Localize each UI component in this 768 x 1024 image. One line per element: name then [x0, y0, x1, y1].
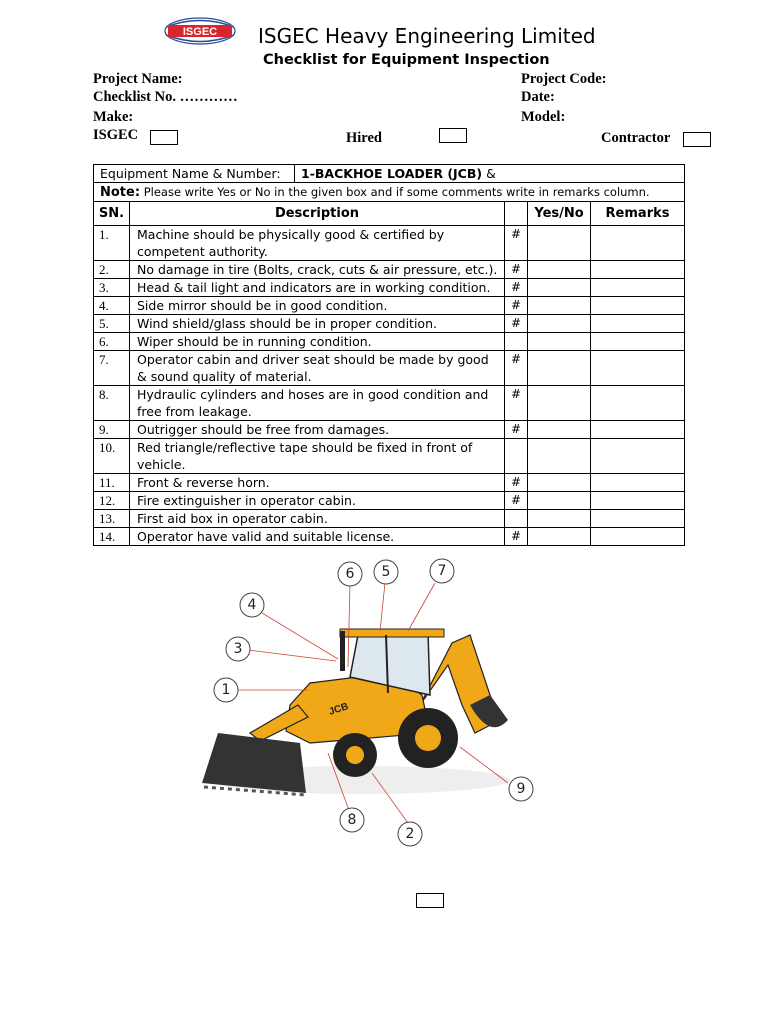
note-cell — [94, 183, 685, 202]
callout-4 — [240, 593, 264, 617]
row-remarks-input[interactable] — [591, 297, 685, 315]
svg-text:9: 9 — [516, 781, 526, 797]
row-mark: # — [505, 261, 528, 279]
header-description: Description — [130, 202, 505, 226]
row-description: First aid box in operator cabin. — [130, 510, 505, 528]
row-yes-no-input[interactable] — [528, 226, 591, 261]
contractor-checkbox[interactable] — [683, 132, 711, 147]
checklist-row — [94, 510, 685, 528]
model-label: Model: — [521, 109, 566, 125]
row-mark: # — [505, 492, 528, 510]
row-remarks-input[interactable] — [591, 492, 685, 510]
checklist-row — [94, 351, 685, 386]
row-yes-no-input[interactable] — [528, 333, 591, 351]
checklist-row — [94, 386, 685, 421]
checklist-no-label: Checklist No. ………… — [93, 89, 238, 105]
checklist-table — [93, 164, 685, 546]
vehicle-badge: JCB — [327, 701, 350, 718]
row-yes-no-input[interactable] — [528, 315, 591, 333]
row-mark: # — [505, 226, 528, 261]
note-label: Note: — [100, 185, 141, 200]
exhaust-pipe — [340, 631, 345, 671]
svg-text:2: 2 — [405, 826, 415, 842]
hired-label: Hired — [346, 130, 382, 146]
backhoe-loader-illustration — [190, 555, 550, 855]
row-description: Red triangle/reflective tape should be fixed in front of vehicle. — [130, 439, 505, 474]
checklist-row — [94, 279, 685, 297]
row-sn: 11. — [94, 474, 130, 492]
row-mark: # — [505, 315, 528, 333]
loader-bucket — [202, 733, 306, 793]
row-sn: 1. — [94, 226, 130, 261]
row-mark: # — [505, 421, 528, 439]
svg-text:4: 4 — [247, 597, 257, 613]
row-sn: 2. — [94, 261, 130, 279]
row-remarks-input[interactable] — [591, 261, 685, 279]
row-description: Operator have valid and suitable license. — [130, 528, 505, 546]
date-label: Date: — [521, 89, 555, 105]
checklist-row — [94, 333, 685, 351]
row-mark — [505, 510, 528, 528]
row-remarks-input[interactable] — [591, 351, 685, 386]
row-mark: # — [505, 351, 528, 386]
document-title: Checklist for Equipment Inspection — [263, 52, 550, 68]
checklist-row — [94, 421, 685, 439]
equipment-label: Equipment Name & Number: — [94, 165, 295, 183]
row-yes-no-input[interactable] — [528, 297, 591, 315]
callout-5 — [374, 560, 398, 584]
row-sn: 14. — [94, 528, 130, 546]
row-sn: 10. — [94, 439, 130, 474]
callout-2 — [398, 822, 422, 846]
callout-8 — [340, 808, 364, 832]
row-mark: # — [505, 297, 528, 315]
row-remarks-input[interactable] — [591, 528, 685, 546]
checklist-row — [94, 315, 685, 333]
callout-1 — [214, 678, 238, 702]
isgec-logo — [164, 16, 236, 46]
company-name: ISGEC Heavy Engineering Limited — [258, 24, 596, 48]
svg-text:6: 6 — [345, 566, 355, 582]
row-remarks-input[interactable] — [591, 421, 685, 439]
row-sn: 4. — [94, 297, 130, 315]
checklist-row — [94, 474, 685, 492]
svg-text:5: 5 — [381, 564, 391, 580]
cabin-roof — [340, 629, 444, 637]
row-remarks-input[interactable] — [591, 510, 685, 528]
callout-7 — [430, 559, 454, 583]
row-mark — [505, 439, 528, 474]
row-description: Front & reverse horn. — [130, 474, 505, 492]
header-remarks: Remarks — [591, 202, 685, 226]
row-remarks-input[interactable] — [591, 226, 685, 261]
checklist-row — [94, 226, 685, 261]
row-yes-no-input[interactable] — [528, 528, 591, 546]
row-mark — [505, 333, 528, 351]
project-name-label: Project Name: — [93, 71, 183, 87]
hired-checkbox[interactable] — [439, 128, 467, 143]
row-remarks-input[interactable] — [591, 474, 685, 492]
row-sn: 9. — [94, 421, 130, 439]
row-mark: # — [505, 474, 528, 492]
checklist-row — [94, 528, 685, 546]
row-description: Wind shield/glass should be in proper condition. — [130, 315, 505, 333]
equipment-value-cell — [295, 165, 685, 183]
row-remarks-input[interactable] — [591, 315, 685, 333]
row-yes-no-input[interactable] — [528, 492, 591, 510]
header-yes-no: Yes/No — [528, 202, 591, 226]
row-description: Fire extinguisher in operator cabin. — [130, 492, 505, 510]
row-yes-no-input[interactable] — [528, 474, 591, 492]
row-description: Head & tail light and indicators are in working condition. — [130, 279, 505, 297]
row-description: Hydraulic cylinders and hoses are in good condition and free from leakage. — [130, 386, 505, 421]
logo-text: ISGEC — [182, 26, 218, 38]
svg-text:1: 1 — [221, 682, 231, 698]
row-sn: 6. — [94, 333, 130, 351]
checklist-row — [94, 439, 685, 474]
row-yes-no-input[interactable] — [528, 279, 591, 297]
row-yes-no-input[interactable] — [528, 261, 591, 279]
callout-3 — [226, 637, 250, 661]
row-sn: 12. — [94, 492, 130, 510]
make-label: Make: — [93, 109, 134, 125]
row-description: Machine should be physically good & certified by competent authority. — [130, 226, 505, 261]
row-description: Side mirror should be in good condition. — [130, 297, 505, 315]
row-sn: 13. — [94, 510, 130, 528]
row-yes-no-input[interactable] — [528, 386, 591, 421]
isgec-checkbox[interactable] — [150, 130, 178, 145]
row-sn: 5. — [94, 315, 130, 333]
isgec-label: ISGEC — [93, 127, 139, 143]
callout-6 — [338, 562, 362, 586]
row-description: Wiper should be in running condition. — [130, 333, 505, 351]
equipment-value: 1-BACKHOE LOADER (JCB) — [301, 166, 483, 181]
row-yes-no-input[interactable] — [528, 439, 591, 474]
callout-9 — [509, 777, 533, 801]
svg-text:8: 8 — [347, 812, 357, 828]
svg-text:3: 3 — [233, 641, 243, 657]
row-remarks-input[interactable] — [591, 333, 685, 351]
row-remarks-input[interactable] — [591, 386, 685, 421]
row-description: No damage in tire (Bolts, crack, cuts & air pressure, etc.). — [130, 261, 505, 279]
row-description: Outrigger should be free from damages. — [130, 421, 505, 439]
header-sn: SN. — [94, 202, 130, 226]
note-text: Please write Yes or No in the given box and if some comments write in remarks column. — [140, 185, 650, 199]
row-mark: # — [505, 279, 528, 297]
checklist-row — [94, 297, 685, 315]
row-remarks-input[interactable] — [591, 439, 685, 474]
row-sn: 3. — [94, 279, 130, 297]
svg-text:7: 7 — [437, 563, 447, 579]
row-sn: 8. — [94, 386, 130, 421]
equipment-suffix: & — [482, 166, 496, 181]
checklist-row — [94, 261, 685, 279]
signature-box[interactable] — [416, 893, 444, 908]
header-mark — [505, 202, 528, 226]
checklist-row — [94, 492, 685, 510]
row-yes-no-input[interactable] — [528, 351, 591, 386]
row-yes-no-input[interactable] — [528, 421, 591, 439]
row-yes-no-input[interactable] — [528, 510, 591, 528]
row-mark: # — [505, 386, 528, 421]
row-mark: # — [505, 528, 528, 546]
contractor-label: Contractor — [601, 130, 671, 146]
row-description: Operator cabin and driver seat should be made by good & sound quality of material. — [130, 351, 505, 386]
project-code-label: Project Code: — [521, 71, 607, 87]
row-sn: 7. — [94, 351, 130, 386]
row-remarks-input[interactable] — [591, 279, 685, 297]
